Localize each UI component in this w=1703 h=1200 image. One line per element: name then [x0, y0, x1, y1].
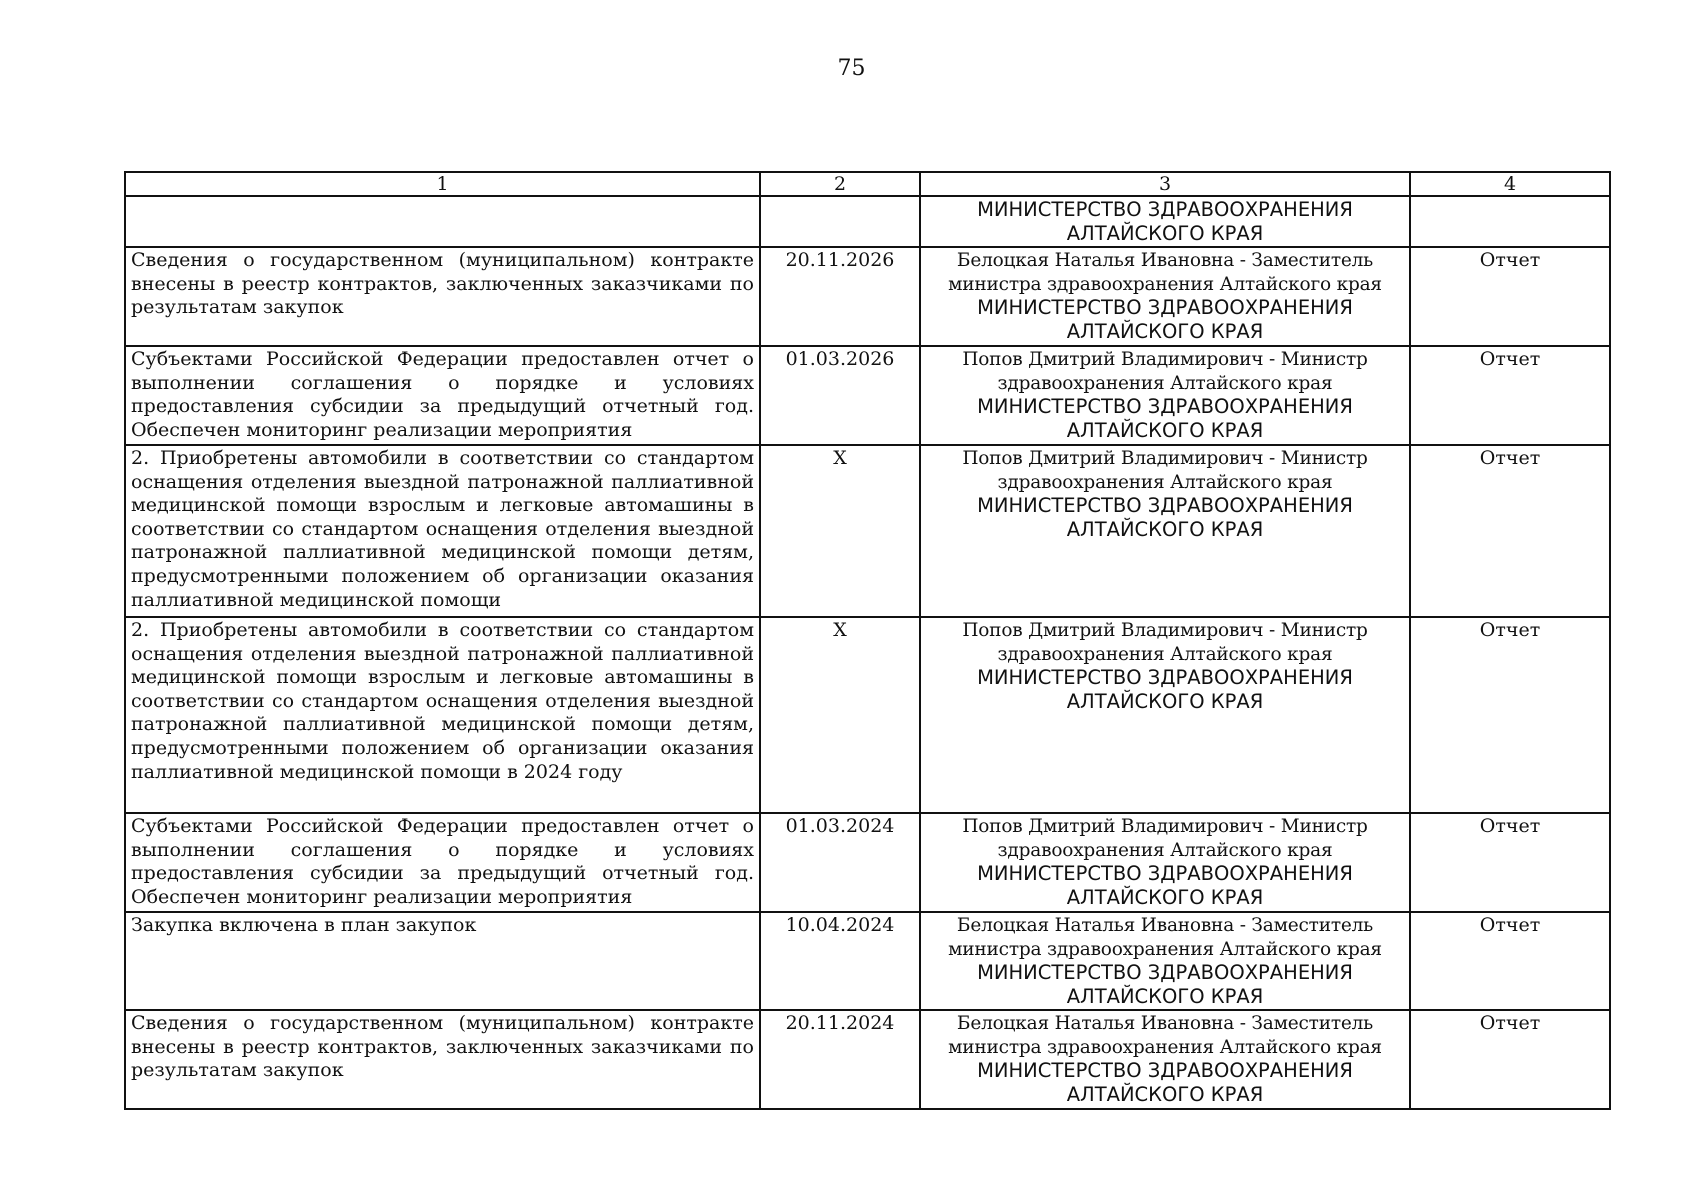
description-cell	[125, 196, 760, 247]
table-row	[125, 1010, 1610, 1109]
description-cell: Субъектами Российской Федерации предоставлен отчет о выполнении соглашения о порядке и условиях предоставления субсидии за предыдущий отчетный год. Обеспечен мониторинг реализации мероприятия	[125, 346, 760, 445]
responsible-person: Попов Дмитрий Владимирович - Министр здравоохранения Алтайского края	[962, 349, 1368, 394]
responsible-cell	[920, 617, 1410, 813]
result-cell: Отчет	[1410, 247, 1610, 346]
date-cell: 20.11.2026	[760, 247, 920, 346]
date-cell: 10.04.2024	[760, 912, 920, 1010]
organization-name: МИНИСТЕРСТВО ЗДРАВООХРАНЕНИЯ АЛТАЙСКОГО КРАЯ	[977, 494, 1353, 542]
table-row	[125, 912, 1610, 1010]
table-row	[125, 346, 1610, 445]
table-row	[125, 813, 1610, 912]
date-cell: X	[760, 445, 920, 617]
date-cell: 01.03.2026	[760, 346, 920, 445]
responsible-person: Белоцкая Наталья Ивановна - Заместитель министра здравоохранения Алтайского края	[948, 1013, 1382, 1058]
table-row	[125, 445, 1610, 617]
date-cell: 01.03.2024	[760, 813, 920, 912]
organization-name: МИНИСТЕРСТВО ЗДРАВООХРАНЕНИЯ АЛТАЙСКОГО КРАЯ	[977, 862, 1353, 910]
responsible-cell	[920, 1010, 1410, 1109]
page-number: 75	[837, 56, 866, 81]
responsible-cell	[920, 813, 1410, 912]
description-cell: Субъектами Российской Федерации предоставлен отчет о выполнении соглашения о порядке и условиях предоставления субсидии за предыдущий отчетный год. Обеспечен мониторинг реализации мероприятия	[125, 813, 760, 912]
result-cell: Отчет	[1410, 912, 1610, 1010]
responsible-person: Попов Дмитрий Владимирович - Министр здравоохранения Алтайского края	[962, 448, 1368, 493]
responsible-cell	[920, 247, 1410, 346]
responsible-cell	[920, 196, 1410, 247]
date-cell: 20.11.2024	[760, 1010, 920, 1109]
result-cell	[1410, 196, 1610, 247]
table-row	[125, 196, 1610, 247]
date-cell	[760, 196, 920, 247]
organization-name: МИНИСТЕРСТВО ЗДРАВООХРАНЕНИЯ АЛТАЙСКОГО КРАЯ	[977, 961, 1353, 1009]
responsible-cell	[920, 346, 1410, 445]
result-cell: Отчет	[1410, 617, 1610, 813]
description-cell: Сведения о государственном (муниципальном) контракте внесены в реестр контрактов, заключенных заказчиками по результатам закупок	[125, 1010, 760, 1109]
column-header: 4	[1410, 172, 1610, 196]
result-cell: Отчет	[1410, 813, 1610, 912]
column-header: 2	[760, 172, 920, 196]
date-cell: X	[760, 617, 920, 813]
description-cell: 2. Приобретены автомобили в соответствии со стандартом оснащения отделения выездной патронажной паллиативной медицинской помощи взрослым и легковые автомашины в соответствии со стандартом оснащения отделения выездной патронажной паллиативной медицинской помощи детям, предусмотренными положением об организации оказания паллиативной медицинской помощи в 2024 году	[125, 617, 760, 813]
responsible-person: Попов Дмитрий Владимирович - Министр здравоохранения Алтайского края	[962, 620, 1368, 665]
responsible-person: Белоцкая Наталья Ивановна - Заместитель министра здравоохранения Алтайского края	[948, 250, 1382, 295]
responsible-person: Белоцкая Наталья Ивановна - Заместитель министра здравоохранения Алтайского края	[948, 915, 1382, 960]
organization-name: МИНИСТЕРСТВО ЗДРАВООХРАНЕНИЯ АЛТАЙСКОГО КРАЯ	[977, 1059, 1353, 1107]
organization-name: МИНИСТЕРСТВО ЗДРАВООХРАНЕНИЯ АЛТАЙСКОГО КРАЯ	[977, 395, 1353, 443]
responsible-cell	[920, 912, 1410, 1010]
column-header: 3	[920, 172, 1410, 196]
organization-name: МИНИСТЕРСТВО ЗДРАВООХРАНЕНИЯ АЛТАЙСКОГО КРАЯ	[977, 296, 1353, 344]
result-cell: Отчет	[1410, 445, 1610, 617]
plan-table	[124, 171, 1611, 1110]
description-cell: Сведения о государственном (муниципальном) контракте внесены в реестр контрактов, заключенных заказчиками по результатам закупок	[125, 247, 760, 346]
column-header: 1	[125, 172, 760, 196]
responsible-cell	[920, 445, 1410, 617]
header-row	[125, 172, 1610, 196]
result-cell: Отчет	[1410, 346, 1610, 445]
description-cell: Закупка включена в план закупок	[125, 912, 760, 1010]
organization-name: МИНИСТЕРСТВО ЗДРАВООХРАНЕНИЯ АЛТАЙСКОГО КРАЯ	[977, 198, 1353, 245]
description-cell: 2. Приобретены автомобили в соответствии со стандартом оснащения отделения выездной патронажной паллиативной медицинской помощи взрослым и легковые автомашины в соответствии со стандартом оснащения отделения выездной патронажной паллиативной медицинской помощи детям, предусмотренными положением об организации оказания паллиативной медицинской помощи	[125, 445, 760, 617]
table-row	[125, 247, 1610, 346]
responsible-person: Попов Дмитрий Владимирович - Министр здравоохранения Алтайского края	[962, 816, 1368, 861]
organization-name: МИНИСТЕРСТВО ЗДРАВООХРАНЕНИЯ АЛТАЙСКОГО КРАЯ	[977, 666, 1353, 714]
table-row	[125, 617, 1610, 813]
result-cell: Отчет	[1410, 1010, 1610, 1109]
